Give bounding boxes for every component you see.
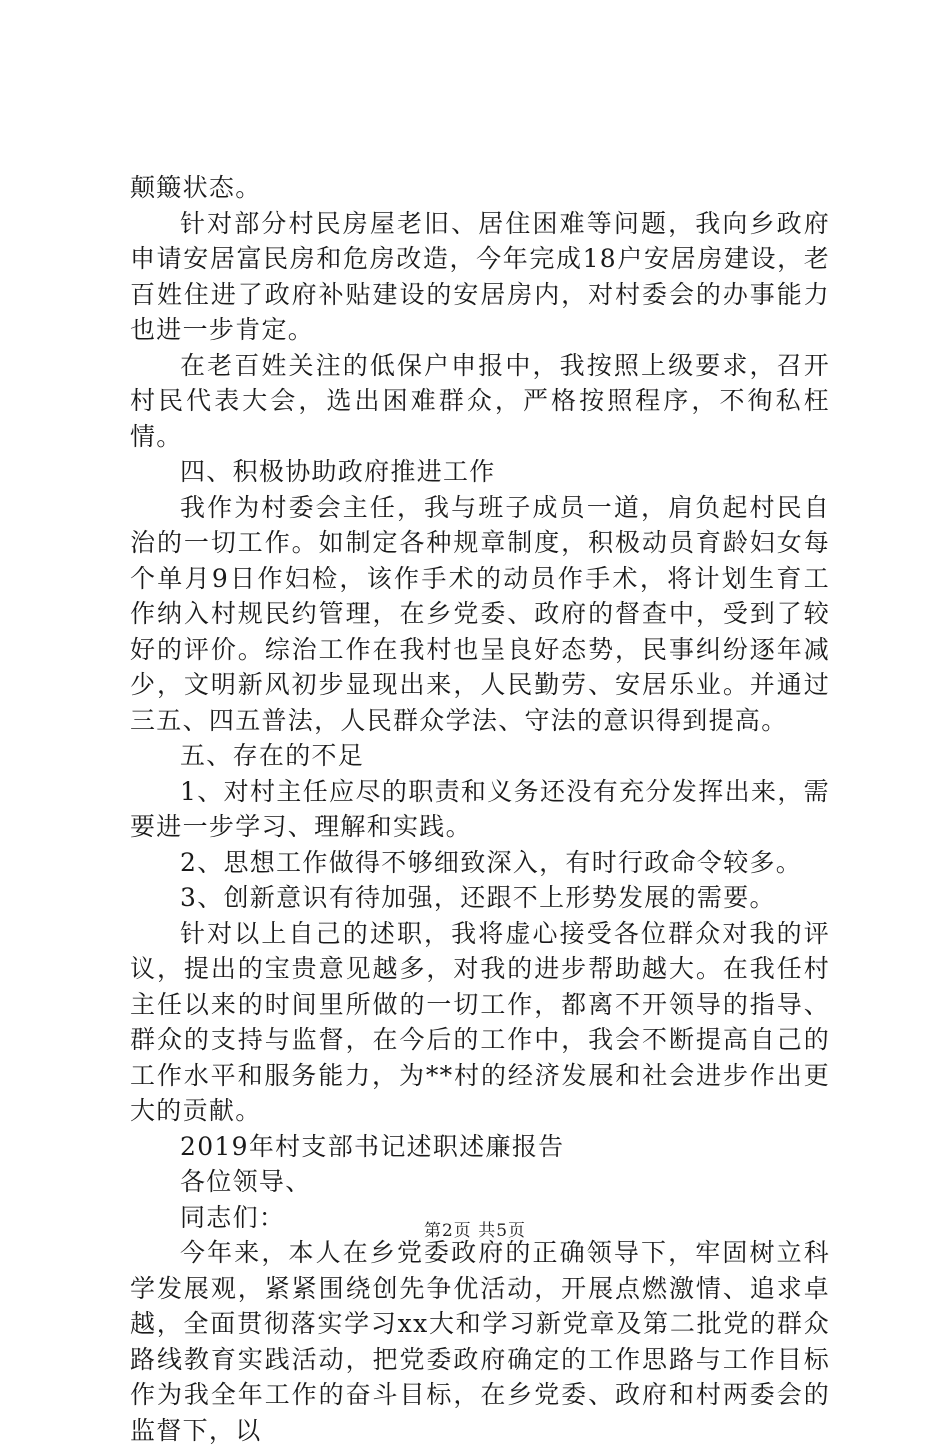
paragraph: 今年来，本人在乡党委政府的正确领导下，牢固树立科学发展观，紧紧围绕创先争优活动，开展点燃激情、追求卓越，全面贯彻落实学习xx大和学习新党章及第二批党的群众路线教育实践活动，把党委政府确定的工作思路与工作目标作为我全年工作的奋斗目标，在乡党委、政府和村两委会的监督下，以 bbox=[130, 1238, 830, 1445]
paragraph: 颠簸状态。 bbox=[130, 173, 262, 202]
salutation: 同志们： bbox=[180, 1202, 286, 1232]
list-item: 2、思想工作做得不够细致深入，有时行政命令较多。 bbox=[180, 847, 803, 877]
paragraph: 在老百姓关注的低保户申报中，我按照上级要求，召开村民代表大会，选出困难群众，严格按照程序，不徇私枉情。 bbox=[130, 350, 830, 451]
page-footer: 第2页 共5页 bbox=[423, 1221, 527, 1241]
document-body bbox=[130, 170, 830, 1448]
report-title: 2019年村支部书记述职述廉报告 bbox=[180, 1131, 565, 1161]
list-item: 3、创新意识有待加强，还跟不上形势发展的需要。 bbox=[180, 883, 776, 912]
section-heading: 五、存在的不足 bbox=[180, 741, 365, 770]
section-heading: 四、积极协助政府推进工作 bbox=[180, 457, 496, 486]
paragraph: 我作为村委会主任，我与班子成员一道，肩负起村民自治的一切工作。如制定各种规章制度，积极动员育龄妇女每个单月9日作妇检，该作手术的动员作手术，将计划生育工作纳入村规民约管理，在乡党委、政府的督查中，受到了较好的评价。综治工作在我村也呈良好态势，民事纠纷逐年减少，文明新风初步显现出来，人民勤劳、安居乐业。并通过三五、四五普法，人民群众学法、守法的意识得到提高。 bbox=[130, 492, 830, 735]
salutation: 各位领导、 bbox=[180, 1167, 312, 1196]
paragraph: 针对部分村民房屋老旧、居住困难等问题，我向乡政府申请安居富民房和危房改造，今年完成18户安居房建设，老百姓住进了政府补贴建设的安居房内，对村委会的办事能力也进一步肯定。 bbox=[130, 208, 830, 344]
list-item: 1、对村主任应尽的职责和义务还没有充分发挥出来，需要进一步学习、理解和实践。 bbox=[130, 776, 830, 841]
paragraph: 针对以上自己的述职，我将虚心接受各位群众对我的评议，提出的宝贵意见越多，对我的进步帮助越大。在我任村主任以来的时间里所做的一切工作，都离不开领导的指导、群众的支持与监督，在今后的工作中，我会不断提高自己的工作水平和服务能力，为**村的经济发展和社会进步作出更大的贡献。 bbox=[130, 918, 830, 1125]
